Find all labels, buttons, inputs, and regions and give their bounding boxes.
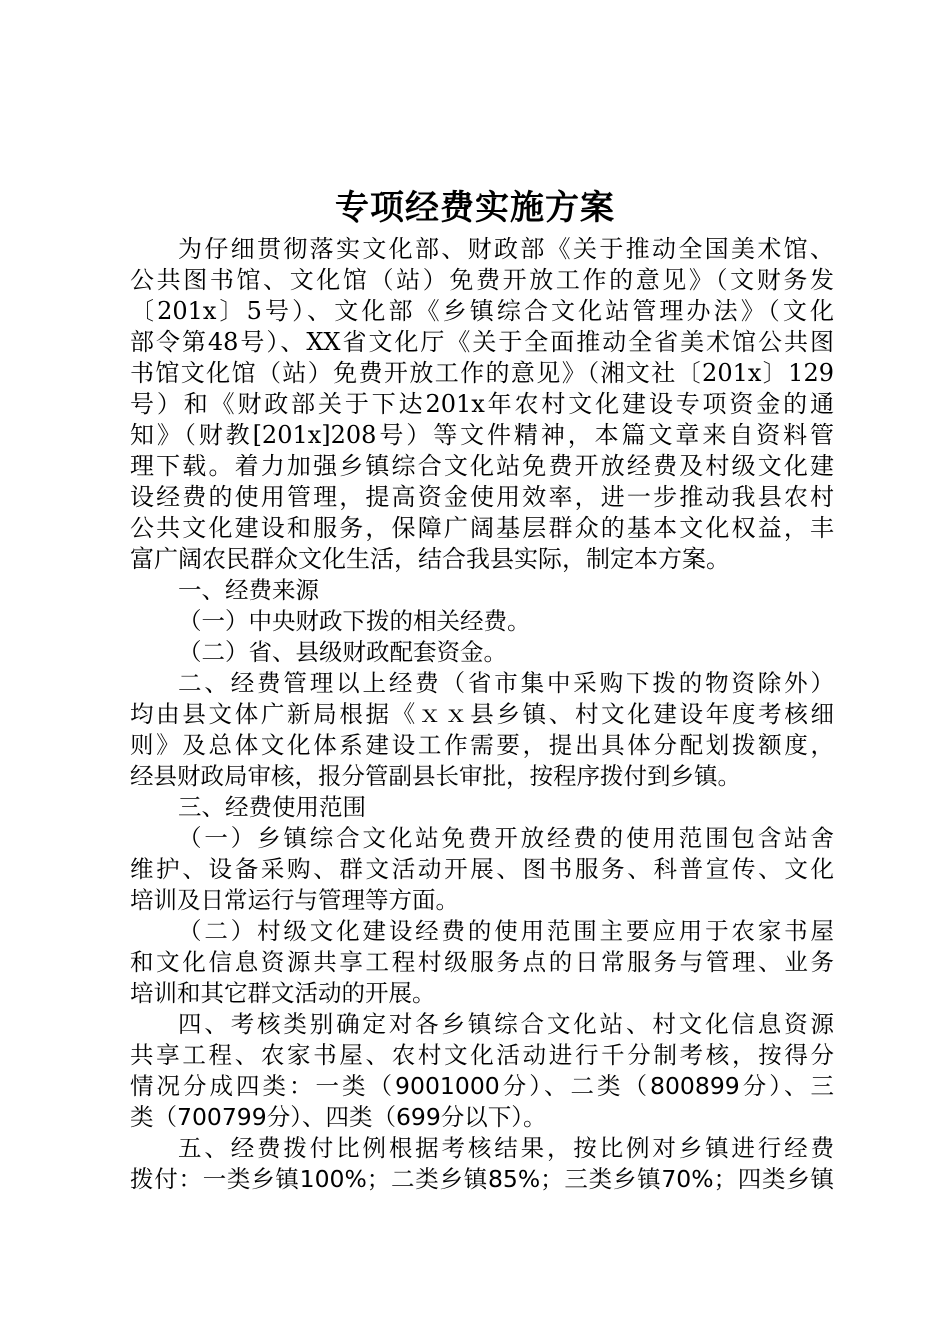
paragraph-line: 公共文化建设和服务，保障广阔基层群众的基本文化权益，丰	[130, 514, 834, 542]
paragraph-line: 拨付：一类乡镇100%；二类乡镇85%；三类乡镇70%；四类乡镇	[130, 1165, 834, 1193]
section-heading: 五、经费拨付比例根据考核结果，按比例对乡镇进行经费	[178, 1134, 834, 1162]
paragraph-line: 〔201x〕5号）、文化部《乡镇综合文化站管理办法》（文化	[130, 297, 834, 325]
document-title: 专项经费实施方案	[335, 188, 615, 228]
paragraph-line: 设经费的使用管理，提高资金使用效率，进一步推动我县农村	[130, 483, 834, 511]
paragraph-line: 均由县文体广新局根据《ｘｘ县乡镇、村文化建设年度考核细	[130, 700, 834, 728]
paragraph-line: （一）中央财政下拨的相关经费。	[178, 607, 531, 635]
section-heading: 三、经费使用范围	[178, 793, 366, 821]
paragraph-line: 培训及日常运行与管理等方面。	[130, 886, 459, 914]
paragraph-line: 书馆文化馆（站）免费开放工作的意见》（湘文社〔201x〕129	[130, 359, 834, 387]
section-heading: 一、经费来源	[178, 576, 319, 604]
paragraph-line: 号）和《财政部关于下达201x年农村文化建设专项资金的通	[130, 390, 834, 418]
paragraph-line: 类（700799分）、四类（699分以下）。	[130, 1103, 547, 1131]
section-heading: 四、考核类别确定对各乡镇综合文化站、村文化信息资源	[178, 1010, 834, 1038]
paragraph-line: 情况分成四类：一类（9001000分）、二类（800899分）、三	[130, 1072, 834, 1100]
paragraph-line: 知》（财教[201x]208号）等文件精神，本篇文章来自资料管	[130, 421, 834, 449]
paragraph-line: 富广阔农民群众文化生活，结合我县实际，制定本方案。	[130, 545, 730, 573]
paragraph-line: 和文化信息资源共享工程村级服务点的日常服务与管理、业务	[130, 948, 834, 976]
paragraph-line: 共享工程、农家书屋、农村文化活动进行千分制考核，按得分	[130, 1041, 834, 1069]
paragraph-line: （二）村级文化建设经费的使用范围主要应用于农家书屋	[178, 917, 834, 945]
section-heading: 二、经费管理以上经费（省市集中采购下拨的物资除外）	[178, 669, 834, 697]
paragraph-line: 部令第48号）、XX省文化厅《关于全面推动全省美术馆公共图	[130, 328, 834, 356]
paragraph-line: 经县财政局审核，报分管副县长审批，按程序拨付到乡镇。	[130, 762, 741, 790]
paragraph-line: （一）乡镇综合文化站免费开放经费的使用范围包含站舍	[178, 824, 834, 852]
paragraph-line: （二）省、县级财政配套资金。	[178, 638, 507, 666]
paragraph-line: 为仔细贯彻落实文化部、财政部《关于推动全国美术馆、	[178, 235, 834, 263]
paragraph-line: 则》及总体文化体系建设工作需要，提出具体分配划拨额度，	[130, 731, 834, 759]
paragraph-line: 培训和其它群文活动的开展。	[130, 979, 436, 1007]
paragraph-line: 理下载。着力加强乡镇综合文化站免费开放经费及村级文化建	[130, 452, 834, 480]
document-body	[130, 234, 834, 1195]
paragraph-line: 公共图书馆、文化馆（站）免费开放工作的意见》（文财务发	[130, 266, 834, 294]
paragraph-line: 维护、设备采购、群文活动开展、图书服务、科普宣传、文化	[130, 855, 834, 883]
